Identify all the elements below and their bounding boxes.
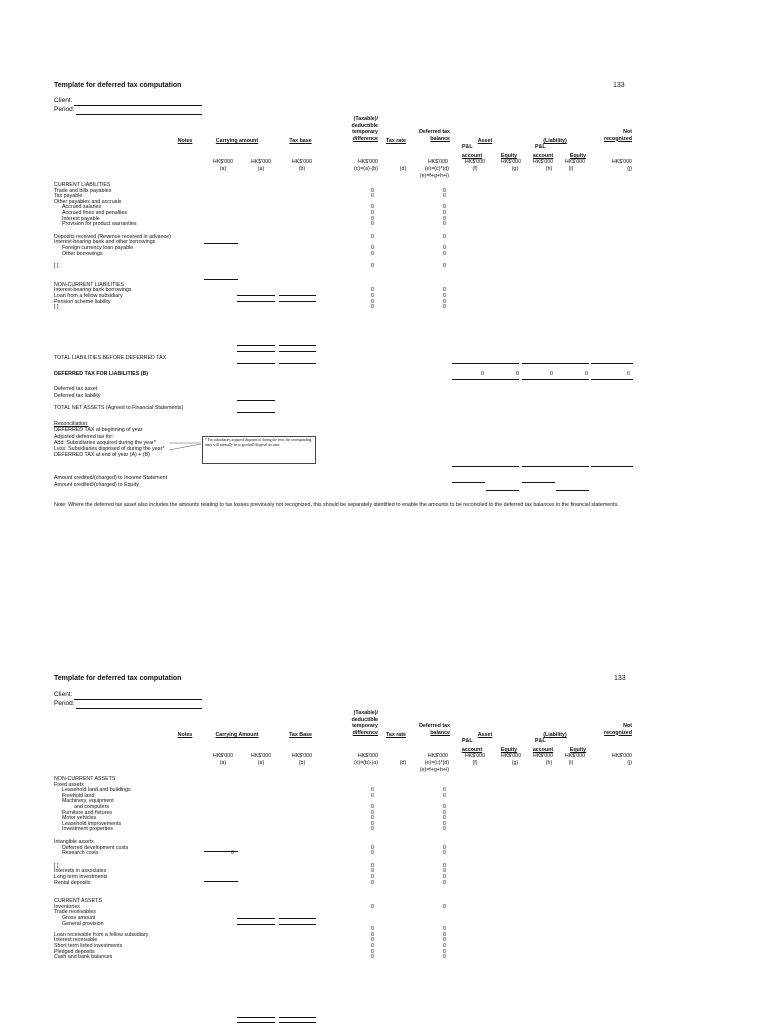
row-label: Interest receivable [54,937,98,944]
reconciliation-heading: Reconciliation: [54,421,89,427]
row-label: Interest-bearing bank and other borrowings [54,239,156,246]
column-code: (e)=(c)*(d) [424,166,449,172]
reconciliation-line: DEFERRED TAX at end of year (A) + (B) [54,452,150,458]
not-recognized-header [590,723,632,736]
row-label: Accrued fines and penalties [62,210,128,216]
column-code: (h) [545,166,553,172]
pl-header-2: P&L [535,144,546,150]
is-rule [452,482,485,483]
column-code: (b) [298,166,306,172]
row-label: [ ] [54,263,59,270]
temp-diff-header [330,710,378,736]
not-recognized-header-line: recognized [604,135,632,142]
row-deferred-tax: 0 [443,187,446,194]
column-code: (i) [568,760,574,766]
total-rule [522,379,589,380]
column-code: (a) [257,760,265,766]
temp-diff-header-line: (Taxable)/ [353,710,378,716]
tax-base-header: Tax base [289,138,312,144]
asset-header: Asset [477,732,493,738]
unit-label: HK$'000 [500,159,522,165]
row-label: Leasehold land and buildings [62,787,131,794]
row-temporary-difference: 0 [371,250,374,257]
row-label: Motor vehicles [62,815,97,822]
row-label: Interests in associates [54,868,107,875]
subtotal-rule [237,924,275,925]
total-rule [237,412,275,413]
pl-header-2: P&L [535,738,546,744]
total-rule [591,379,633,380]
dt-value-f: 0 [481,371,484,377]
total-liabilities-label: TOTAL LIABILITIES BEFORE DEFERRED TAX [54,355,167,361]
column-code: (e)=f+g+h+i) [419,173,449,179]
dt-asset-label: Deferred tax asset [54,386,98,392]
eq-rule [556,490,589,491]
dt-value-g: 0 [516,371,519,377]
unit-label: HK$'000 [357,753,378,759]
row-deferred-tax: 0 [443,204,446,211]
row-temporary-difference: 0 [371,787,374,794]
row-temporary-difference: 0 [371,820,374,827]
row-label: Pledged deposits [54,948,95,955]
callout-arrows [168,440,204,454]
dt-balance-header-line: Deferred tax [419,129,450,135]
tax-base-header: Tax Base [289,732,312,738]
row-label: Other payables and accruals [54,198,122,205]
temp-diff-header-line: deductible [351,122,378,129]
row-temporary-difference: 0 [371,287,374,294]
row-temporary-difference: 0 [371,193,374,200]
row-temporary-difference: 0 [371,263,374,270]
page-title: Template for deferred tax computation [54,82,182,89]
dt-value-h: 0 [550,371,553,377]
row-temporary-difference: 0 [371,943,374,949]
row-deferred-tax: 0 [443,862,446,869]
temp-diff-header-line: deductible [351,716,378,723]
reconciliation-line: Adjusted deferred tax for: [54,434,114,440]
column-code: (c)=(b)-(a) [354,760,378,766]
row-deferred-tax: 0 [443,221,446,228]
client-field[interactable] [74,105,202,106]
carrying-amount-header: Carrying Amount [215,732,259,738]
asset-header: Asset [477,138,493,144]
row-label: Leasehold improvements [62,820,122,827]
subtotal-rule [237,918,275,919]
period-field[interactable] [76,708,202,709]
pl-account-header-2: account [532,747,554,753]
row-deferred-tax: 0 [443,954,446,961]
recon-rule [591,466,633,467]
pl-header: P&L [462,738,473,744]
row-temporary-difference: 0 [371,204,374,211]
subtotal-rule [204,243,238,244]
row-label: Interest payable [62,215,100,222]
equity-header-2: Equity [569,747,587,753]
page-number: 133 [614,675,626,682]
row-label: Investment properties [62,826,113,833]
reconciliation-line: Less: Subsidiaries disposed of during the year* [54,446,165,452]
dt-liability-label: Deferred tax liability [54,393,101,399]
row-label: General provision [62,920,104,927]
subtotal-rule [237,1022,275,1023]
footnote: Note: Where the deferred tax asset also includes the amounts relating to tax losses previously not recognized, this should be separately identified to enable the amounts to be reconciled to the deferred tax balances in the financial statements. [54,502,619,508]
subtotal-rule [237,295,275,296]
not-recognized-header-line: recognized [604,729,632,736]
temp-diff-header-line: (Taxable)/ [353,116,378,122]
row-label: NON-CURRENT LIABILITIES [54,281,124,288]
unit-label: HK$'000 [611,753,632,759]
row-label: Deposits received (Revenue received in advance) [54,233,171,240]
row-label: Loan from a fellow subsidiary [54,293,123,299]
temp-diff-header-line: difference [352,729,378,736]
column-code: (c)=(a)-(b) [354,166,378,172]
unit-label: HK$'000 [464,753,486,759]
column-code: (b) [298,760,306,766]
row-deferred-tax: 0 [443,250,446,257]
row-deferred-tax: 0 [443,868,446,875]
period-label: Period: [54,106,75,113]
client-field[interactable] [74,699,202,700]
equity-header: Equity [500,153,518,159]
row-deferred-tax: 0 [443,804,446,810]
row-temporary-difference: 0 [371,826,374,833]
row-deferred-tax: 0 [443,792,446,799]
equity-header: Equity [500,747,518,753]
subtotal-rule [204,851,238,852]
row-deferred-tax: 0 [443,293,446,299]
temp-diff-header-line: temporary [352,129,378,135]
row-label: CURRENT ASSETS [54,898,102,905]
not-recognized-header-line: Not [623,723,632,729]
not-recognized-header-line: Not [623,129,632,135]
carrying-amount-header: Carrying amount [215,138,259,144]
row-temporary-difference: 0 [371,862,374,869]
tax-rate-header: Tax rate [386,138,406,144]
note-callout-box: * For subsidiaries acquired/disposed of during the year, the corresponding entry will normally be to goodwill/disposal account. [202,436,316,464]
deferred-tax-liabilities-label: DEFERRED TAX FOR LIABILITIES (B) [54,371,149,377]
row-temporary-difference: 0 [371,792,374,799]
row-temporary-difference: 0 [371,815,374,822]
row-deferred-tax: 0 [443,850,446,857]
row-label: Deferred development costs [62,844,129,851]
liability-header: (Liability) [543,138,567,144]
column-code: (a) [257,166,265,172]
unit-label: HK$'000 [564,159,586,165]
row-deferred-tax: 0 [443,874,446,880]
row-temporary-difference: 0 [371,903,374,910]
row-temporary-difference: 0 [371,215,374,222]
column-code: (f) [472,166,478,172]
row-deferred-tax: 0 [443,809,446,816]
total-rule [452,379,519,380]
column-code: (i) [568,166,574,172]
recon-rule [452,466,519,467]
row-deferred-tax: 0 [443,193,446,200]
row-label: Fixed assets [54,781,84,788]
row-temporary-difference: 0 [371,187,374,194]
period-label: Period: [54,700,75,707]
client-label: Client: [54,97,73,104]
not-recognized-rule [591,363,633,364]
unit-label: HK$'000 [464,159,486,165]
subtotal-rule [279,924,316,925]
row-deferred-tax: 0 [443,304,446,311]
dt-balance-header-line: balance [430,135,450,142]
row-label: Gross amount [62,915,96,921]
dt-balance-header-line: balance [430,729,450,736]
row-carrying-amount: 0 [231,850,234,857]
subtotal-rule [279,295,316,296]
unit-label: HK$'000 [500,753,522,759]
reconciliation-line: Add: Subsidiaries acquired during the year* [54,440,156,446]
column-code: (h) [545,760,553,766]
row-temporary-difference: 0 [371,868,374,875]
row-temporary-difference: 0 [371,233,374,240]
pl-account-header-2: account [532,153,554,159]
unit-label: HK$'000 [357,159,378,165]
row-label: [ ] [54,862,59,869]
temp-diff-header-line: temporary [352,723,378,729]
row-label: Foreign currency loan payable [62,245,134,251]
row-label: Long term investments [54,874,108,880]
row-temporary-difference: 0 [371,809,374,816]
period-field[interactable] [76,114,202,115]
client-label: Client: [54,691,73,698]
unit-label: HK$'000 [611,159,632,165]
unit-label: HK$'000 [212,159,234,165]
row-temporary-difference: 0 [371,850,374,857]
row-label: and computers [74,804,110,810]
asset-rule [452,363,519,364]
column-code: (f) [472,760,478,766]
credited-income-statement-label: Amount credited/(charged) to Income Statement [54,475,168,481]
pl-header: P&L [462,144,473,150]
unit-label: HK$'000 [212,753,234,759]
row-label: [ ] [54,304,59,311]
row-label: Pension scheme liability [54,298,111,305]
row-label: Other borrowings [62,250,103,257]
subtotal-rule [237,301,275,302]
column-code: (a) [219,166,227,172]
subtotal-rule [204,881,238,882]
row-label: Trade receivables [54,909,96,916]
liability-rule [522,363,589,364]
dt-balance-header [405,129,450,142]
row-deferred-tax: 0 [443,943,446,949]
row-deferred-tax: 0 [443,233,446,240]
row-temporary-difference: 0 [371,926,374,933]
row-temporary-difference: 0 [371,844,374,851]
dt-value-j: 0 [627,371,630,377]
row-deferred-tax: 0 [443,948,446,955]
unit-label: HK$'000 [291,753,313,759]
column-code: (e)=f+g+h+i) [419,767,449,773]
row-label: Intangible assets [54,839,94,845]
column-code: (g) [511,760,519,766]
subtotal-rule [279,918,316,919]
row-label: Loan receivable from a fellow subsidiary [54,931,149,938]
row-deferred-tax: 0 [443,210,446,216]
recon-rule [522,466,589,467]
column-code: (d) [399,166,407,172]
subtotal-rule [237,363,275,364]
not-recognized-header [590,129,632,142]
row-label: Cash and bank balances [54,954,113,961]
row-temporary-difference: 0 [371,804,374,810]
row-deferred-tax: 0 [443,298,446,305]
subtotal-rule [204,279,238,280]
row-label: Provision for product warranties [62,221,137,228]
row-label: Freehold land [62,792,95,799]
unit-label: HK$'000 [250,753,272,759]
row-deferred-tax: 0 [443,815,446,822]
subtotal-rule [237,345,275,346]
column-code: (j) [627,760,632,766]
unit-label: HK$'000 [564,753,586,759]
row-deferred-tax: 0 [443,903,446,910]
row-temporary-difference: 0 [371,221,374,228]
tax-rate-header: Tax rate [386,732,406,738]
row-temporary-difference: 0 [371,954,374,961]
row-temporary-difference: 0 [371,874,374,880]
unit-label: HK$'000 [532,753,554,759]
subtotal-rule [279,1017,316,1018]
row-deferred-tax: 0 [443,287,446,294]
row-deferred-tax: 0 [443,937,446,944]
notes-header: Notes [177,732,193,738]
row-deferred-tax: 0 [443,263,446,270]
row-label: Research costs [62,850,99,857]
unit-label: HK$'000 [250,159,272,165]
temp-diff-header-line: difference [352,135,378,142]
row-deferred-tax: 0 [443,879,446,886]
row-label: Accrued salaries [62,204,102,211]
reconciliation-line: DEFERRED TAX at beginning of year [54,427,143,433]
row-label: Trade and bills payables [54,187,112,194]
unit-label: HK$'000 [427,753,448,759]
row-deferred-tax: 0 [443,215,446,222]
column-code: (g) [511,166,519,172]
row-temporary-difference: 0 [371,931,374,938]
row-temporary-difference: 0 [371,948,374,955]
row-label: Tax payable [54,193,83,200]
dt-balance-header-line: Deferred tax [419,723,450,729]
pl-account-header: account [461,153,483,159]
column-code: (a) [219,760,227,766]
row-deferred-tax: 0 [443,931,446,938]
unit-label: HK$'000 [427,159,448,165]
page-number: 133 [613,82,625,89]
row-temporary-difference: 0 [371,298,374,305]
subtotal-rule [279,363,316,364]
subtotal-rule [279,345,316,346]
unit-label: HK$'000 [291,159,313,165]
row-label: Machinery, equipment [62,798,114,805]
row-label: Interest-bearing bank borrowings [54,287,132,294]
row-label: CURRENT LIABILITIES [54,182,111,188]
credited-equity-label: Amount credited/(charged) to Equity [54,482,139,488]
row-label: NON-CURRENT ASSETS [54,776,116,782]
notes-header: Notes [177,138,193,144]
subtotal-rule [237,351,275,352]
column-code: (e)=(c)*(d) [424,760,449,766]
unit-label: HK$'000 [532,159,554,165]
row-temporary-difference: 0 [371,245,374,251]
row-deferred-tax: 0 [443,787,446,794]
is-rule [522,482,555,483]
total-net-assets-label: TOTAL NET ASSETS (Agreed to Financial Statements) [54,405,184,411]
column-code: (d) [399,760,407,766]
subtotal-rule [237,1017,275,1018]
row-deferred-tax: 0 [443,926,446,933]
row-label: Short term listed investments [54,943,123,949]
row-temporary-difference: 0 [371,210,374,216]
equity-header-2: Equity [569,153,587,159]
dt-balance-header [405,723,450,736]
column-code: (j) [627,166,632,172]
row-deferred-tax: 0 [443,826,446,833]
row-label: Inventories [54,903,80,910]
row-deferred-tax: 0 [443,820,446,827]
row-temporary-difference: 0 [371,937,374,944]
row-temporary-difference: 0 [371,304,374,311]
row-label: Rental deposits [54,879,91,886]
page-title: Template for deferred tax computation [54,675,182,682]
row-temporary-difference: 0 [371,879,374,886]
subtotal-rule [279,301,316,302]
row-deferred-tax: 0 [443,844,446,851]
row-temporary-difference: 0 [371,293,374,299]
dt-value-i: 0 [585,371,588,377]
row-deferred-tax: 0 [443,245,446,251]
subtotal-rule [237,400,275,401]
temp-diff-header [330,116,378,142]
pl-account-header: account [461,747,483,753]
row-label: Furniture and fixtures [62,809,113,816]
subtotal-rule [279,351,316,352]
eq-rule [486,490,519,491]
liability-header: (Liability) [543,732,567,738]
subtotal-rule [279,1022,316,1023]
